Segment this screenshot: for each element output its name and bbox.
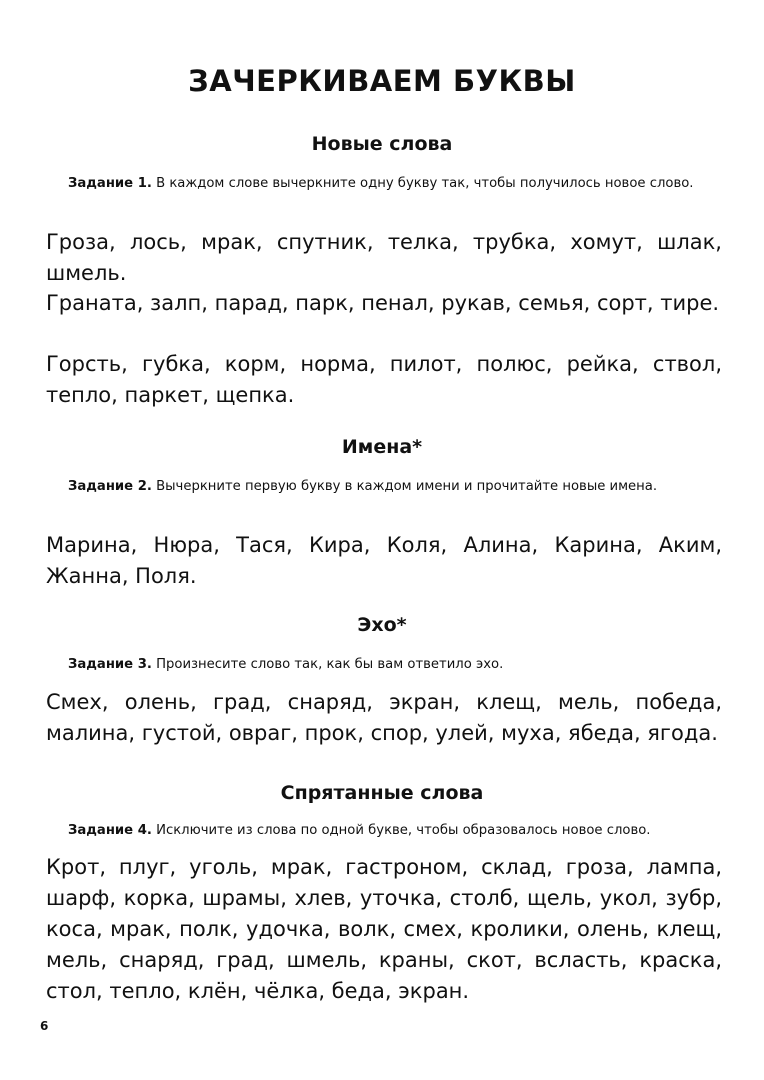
page-number: 6 [40, 1019, 49, 1033]
word-list-paragraph: Смех, олень, град, снаряд, экран, клещ, мель, победа, малина, густой, овраг, прок, спор, улей, муха, ябеда, ягода. [46, 690, 722, 745]
page-title: ЗАЧЕРКИВАЕМ БУКВЫ [188, 64, 576, 98]
task-1-label: Задание 1. [68, 176, 152, 191]
task-3-label: Задание 3. [68, 657, 152, 672]
section-heading-hidden-words: Спрятанные слова [280, 782, 484, 804]
word-list-paragraph: Марина, Нюра, Тася, Кира, Коля, Алина, Карина, Аким, Жанна, Поля. [46, 533, 722, 588]
task-2-label: Задание 2. [68, 479, 152, 494]
section-heading-new-words: Новые слова [311, 133, 453, 155]
task-4-text: Исключите из слова по одной букве, чтобы образовалось новое слово. [151, 823, 651, 838]
task-4-instruction [68, 820, 722, 841]
word-list-paragraph: Горсть, губка, корм, норма, пилот, полюс, рейка, ствол, тепло, паркет, щепка. [46, 352, 722, 407]
task-4-label: Задание 4. [68, 823, 152, 838]
section-heading-echo: Эхо* [357, 614, 407, 636]
task-1-text: В каждом слове вычеркните одну букву так, чтобы получилось новое слово. [151, 176, 694, 191]
word-list-paragraph: Граната, залп, парад, парк, пенал, рукав, семья, сорт, тире. [46, 291, 720, 315]
word-list-paragraph: Крот, плуг, уголь, мрак, гастроном, склад, гроза, лампа, шарф, корка, шрамы, хлев, уточка, столб, щель, укол, зубр, коса, мрак, полк, удочка, волк, смех, кролики, олень, клещ, мель, снаряд, град, шмель, краны, скот, всласть, краска, стол, тепло, клён, чёлка, беда, экран. [46, 855, 722, 1003]
task-2-text: Вычеркните первую букву в каждом имени и прочитайте новые имена. [151, 479, 658, 494]
task-3-text: Произнесите слово так, как бы вам ответило эхо. [151, 657, 504, 672]
word-list-paragraph: Гроза, лось, мрак, спутник, телка, трубка, хомут, шлак, шмель. [46, 230, 722, 285]
task-1-instruction [68, 173, 722, 194]
task-3-instruction [68, 654, 722, 675]
task-2-instruction [68, 476, 722, 497]
section-heading-names: Имена* [341, 436, 423, 458]
